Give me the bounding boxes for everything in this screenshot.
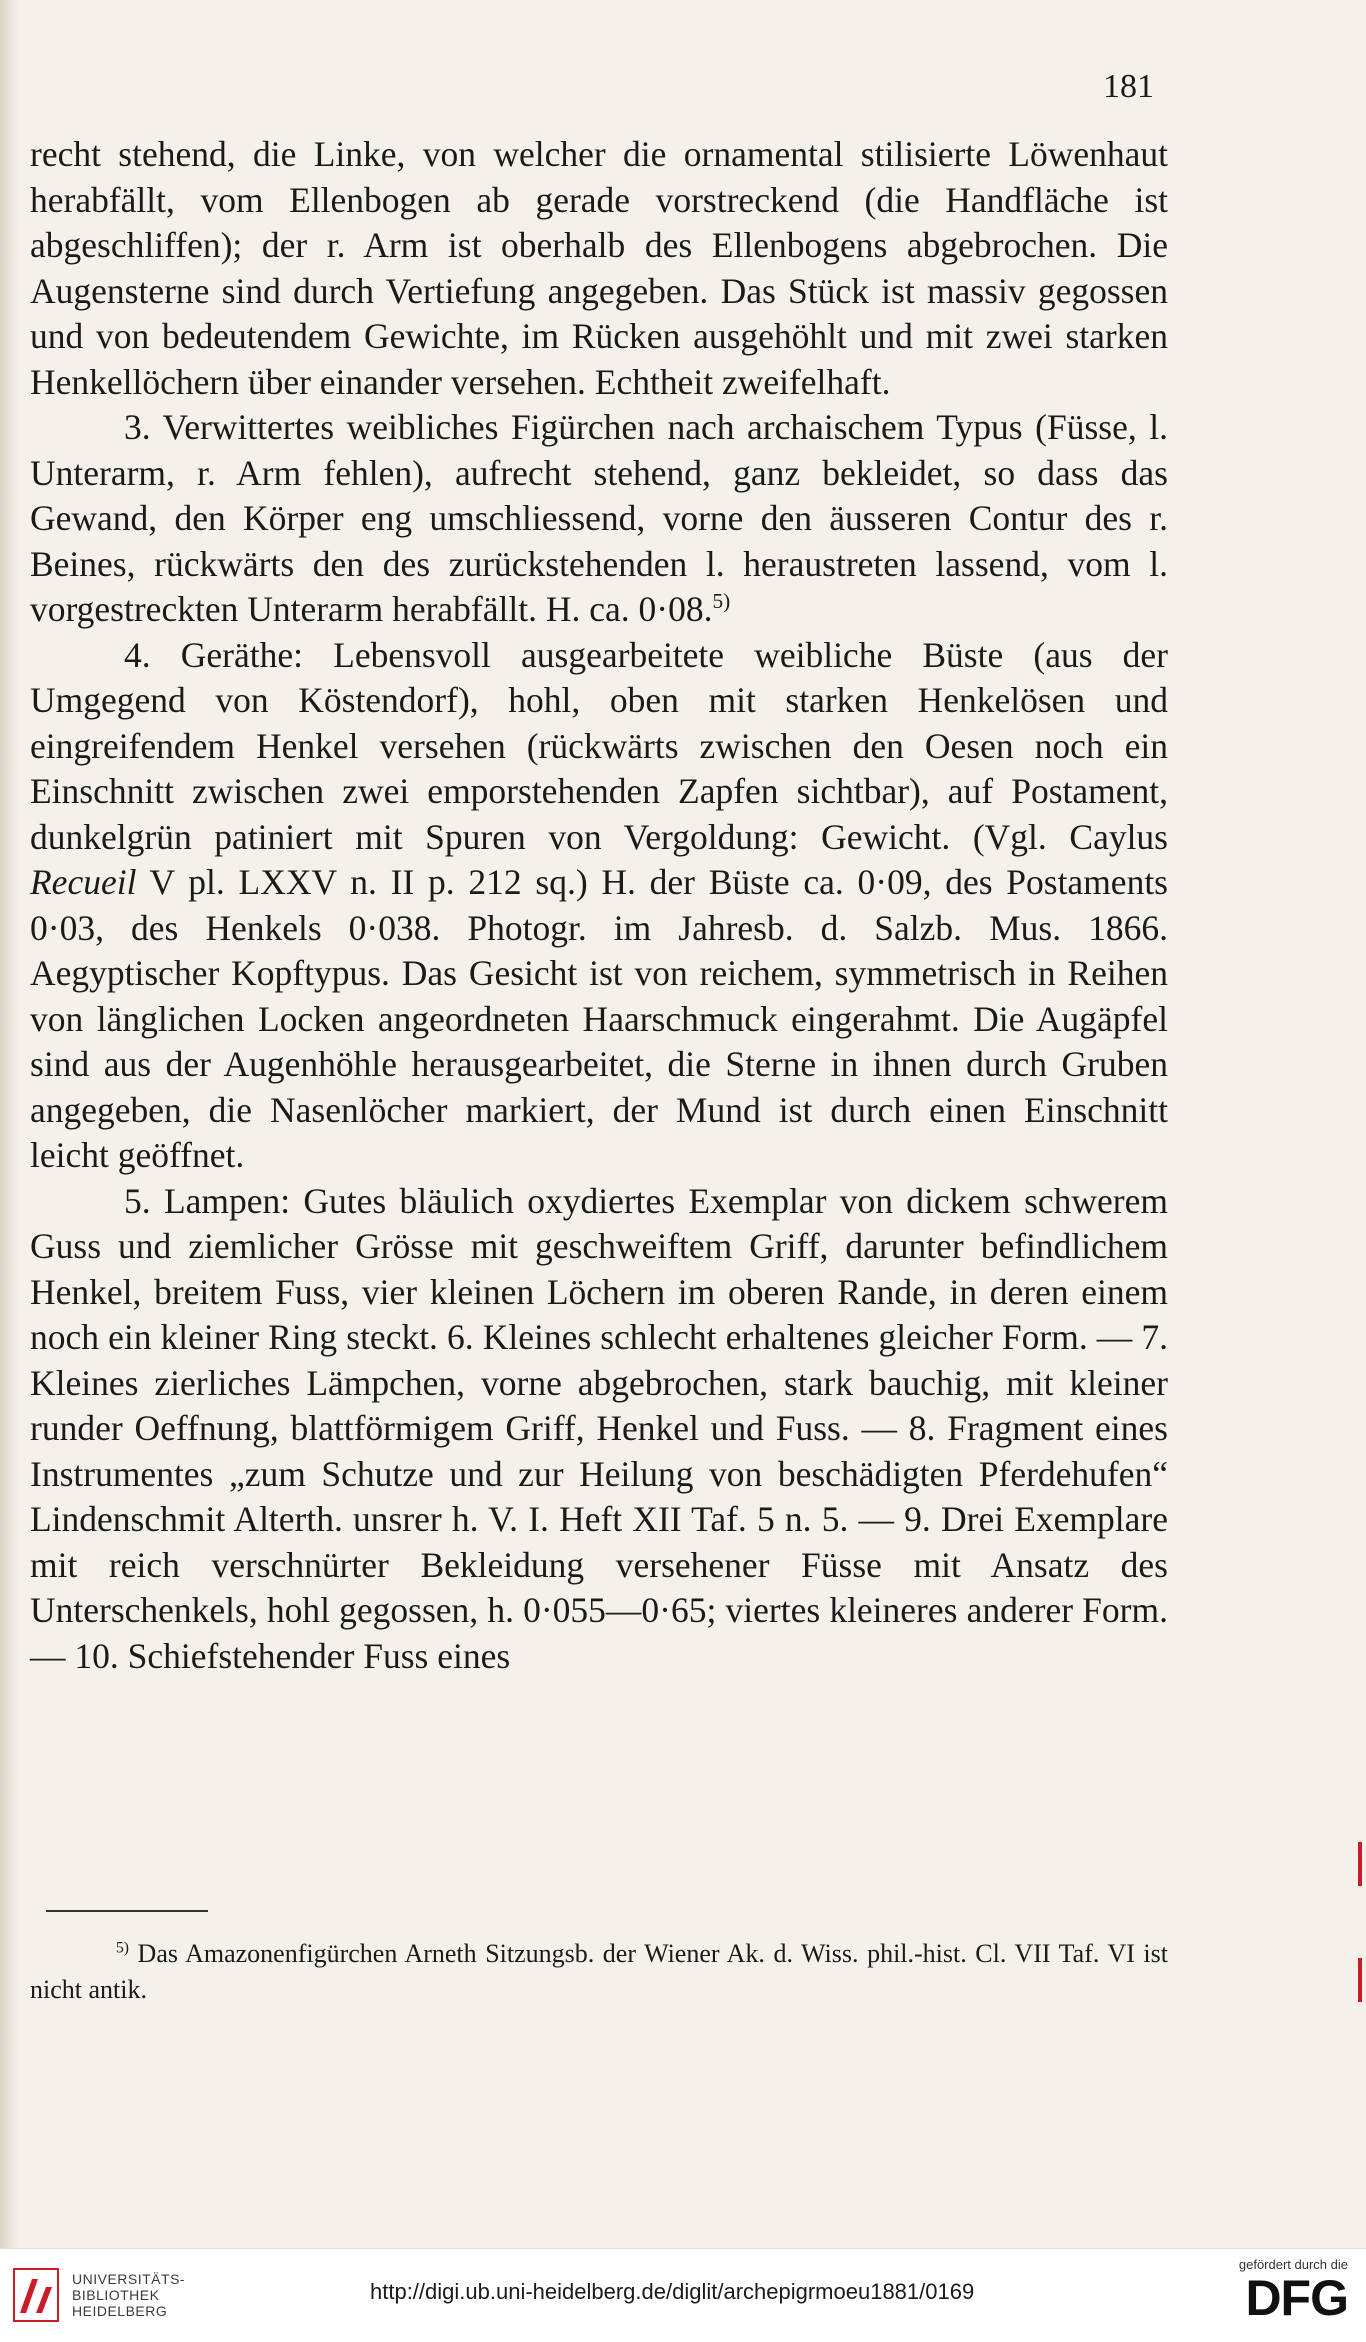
footnote-reference: 5)	[712, 589, 731, 614]
footnote-divider	[46, 1910, 208, 1912]
footnotes	[30, 1936, 1168, 2008]
funding-caption: gefördert durch die	[1238, 2257, 1348, 2272]
viewer-footer	[0, 2248, 1366, 2342]
body-text	[30, 132, 1168, 1679]
page-edge-shadow	[0, 0, 18, 2248]
paragraph-item-3	[30, 405, 1168, 633]
permalink-url[interactable]: http://digi.ub.uni-heidelberg.de/diglit/archepigrmoeu1881/0169	[370, 2279, 975, 2304]
paragraph-item-4-text-a: 4. Geräthe: Lebensvoll ausgearbeitete weibliche Büste (aus der Umgegend von Köstendorf), hohl, oben mit starken Henkelösen und eingreifendem Henkel versehen (rückwärts zwischen den Oesen noch ein Einschnitt zwischen zwei emporstehenden Zapfen sichtbar), auf Postament, dunkelgrün patiniert mit Spuren von Vergoldung: Gewicht. (Vgl. Caylus	[30, 634, 1168, 857]
paragraph-item-4	[30, 633, 1168, 1179]
paragraph-item-3-text: 3. Verwittertes weibliches Figürchen nach archaischem Typus (Füsse, l. Unterarm, r. Arm fehlen), aufrecht stehend, ganz bekleidet, so dass das Gewand, den Körper eng umschliessend, vorne den äusseren Contur des r. Beines, rückwärts den des zurückstehenden l. heraustreten lassend, vom l. vorgestreckten Unterarm herabfällt. H. ca. 0·08.	[30, 407, 1168, 629]
page-number: 181	[1103, 68, 1154, 105]
footnote-marker: 5)	[116, 1939, 129, 1957]
footnote-5	[30, 1936, 1168, 2008]
university-library-logo[interactable]	[10, 2265, 186, 2325]
italic-title-recueil: Recueil	[30, 862, 137, 902]
library-name-line-3: HEIDELBERG	[72, 2303, 168, 2319]
footnote-text: Das Amazonenfigürchen Arneth Sitzungsb. der Wiener Ak. d. Wiss. phil.-hist. Cl. VII Taf. VI ist nicht antik.	[30, 1939, 1168, 2004]
paragraph-item-5: 5. Lampen: Gutes bläulich oxydiertes Exemplar von dickem schwerem Guss und ziemlicher Grösse mit geschweiftem Griff, darunter befindlichem Henkel, breitem Fuss, vier kleinen Löchern im oberen Rande, in deren einem noch ein kleiner Ring steckt. 6. Kleines schlecht erhaltenes gleicher Form. — 7. Kleines zierliches Lämpchen, vorne abgebrochen, stark bauchig, mit kleiner runder Oeffnung, blattförmigem Griff, Henkel und Fuss. — 8. Fragment eines Instrumentes „zum Schutze und zur Heilung von beschädigten Pferdehufen“ Lindenschmit Alterth. unsrer h. V. I. Heft XII Taf. 5 n. 5. — 9. Drei Exemplare mit reich verschnürter Bekleidung versehener Füsse mit Ansatz des Unterschenkels, hohl gegossen, h. 0·055—0·65; viertes kleineres anderer Form. — 10. Schiefstehender Fuss eines	[30, 1180, 1168, 1676]
dfg-logo: DFG	[1245, 2270, 1348, 2326]
library-name	[72, 2271, 185, 2319]
paragraph-item-4-text-b: V pl. LXXV n. II p. 212 sq.) H. der Büste ca. 0·09, des Postaments 0·03, des Henkels 0·038. Photogr. im Jahresb. d. Salzb. Mus. 1866. Aegyptischer Kopftypus. Das Gesicht ist von reichem, symmetrisch in Reihen von länglichen Locken angeordneten Haarschmuck eingerahmt. Die Augäpfel sind aus der Augenhöhle herausgearbeitet, die Sterne in ihnen durch Gruben angegeben, die Nasenlöcher markiert, der Mund ist durch einen Einschnitt leicht geöffnet.	[30, 862, 1168, 1175]
heidelberg-seal-icon	[12, 2267, 60, 2323]
library-name-line-2: BIBLIOTHEK	[72, 2287, 160, 2303]
paragraph-continuation: recht stehend, die Linke, von welcher die ornamental stilisierte Löwenhaut herabfällt, vom Ellenbogen ab gerade vorstreckend (die Handfläche ist abgeschliffen); der r. Arm ist oberhalb des Ellenbogens abgebrochen. Die Augensterne sind durch Vertiefung angegeben. Das Stück ist massiv gegossen und von bedeutendem Gewichte, im Rücken ausgehöhlt und mit zwei starken Henkellöchern über einander versehen. Echtheit zweifelhaft.	[30, 134, 1168, 402]
margin-mark	[1358, 1842, 1362, 1886]
library-name-line-1: UNIVERSITÄTS-	[72, 2271, 186, 2287]
dfg-funding-logo[interactable]	[1208, 2257, 1348, 2337]
margin-mark	[1358, 1958, 1362, 2002]
